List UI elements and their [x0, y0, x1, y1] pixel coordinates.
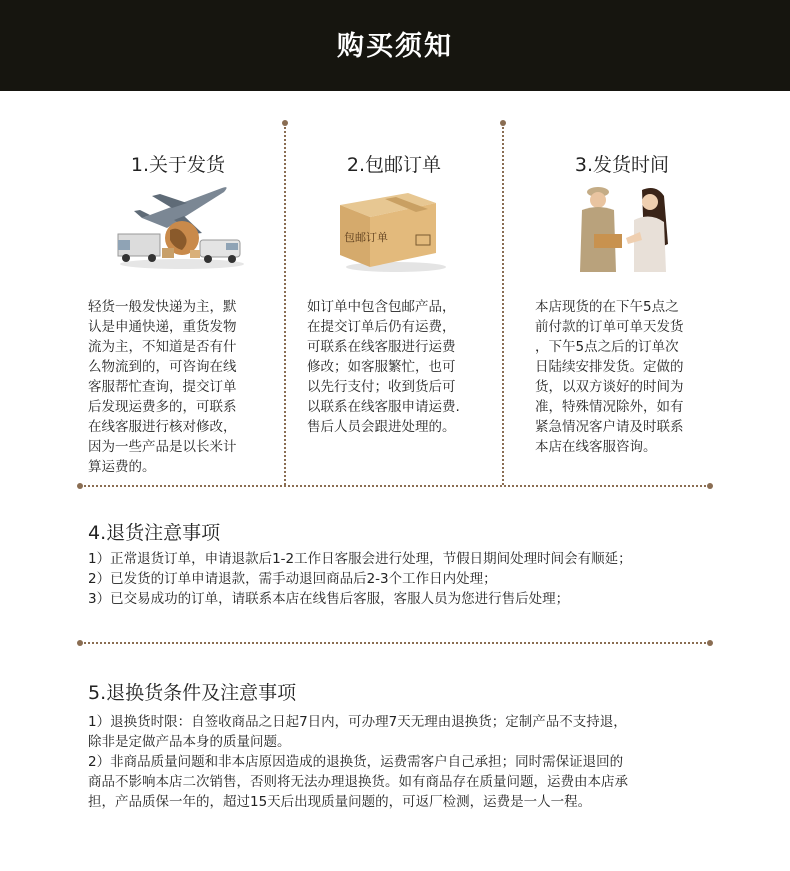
text-line: 售后人员会跟进处理的。 [307, 419, 456, 435]
column-body-shipping [88, 297, 278, 477]
text-line: 以先行支付；收到货后可 [307, 379, 456, 395]
text-line: 因为一些产品是以长米计 [88, 439, 237, 455]
text-line: 日陆续安排发货。定做的 [535, 359, 684, 375]
text-line: 货，以双方谈好的时间为 [535, 379, 684, 395]
text-line: 3）已交易成功的订单，请联系本店在线售后客服，客服人员为您进行售后处理； [88, 591, 570, 607]
text-line: 可联系在线客服进行运费 [307, 339, 456, 355]
text-line: 本店在线客服咨询。 [535, 439, 657, 455]
divider-dot [707, 483, 713, 489]
section-title-exchange: 5.退换货条件及注意事项 [88, 682, 297, 704]
header-bar [0, 0, 790, 91]
section-title-returns: 4.退货注意事项 [88, 522, 221, 544]
text-line: 如订单中包含包邮产品， [307, 299, 456, 315]
text-line: 算运费的。 [88, 459, 156, 475]
text-line: 以联系在线客服申请运费. [307, 399, 460, 415]
text-line: 1）正常退货订单，申请退款后1-2工作日客服会进行处理，节假日期间处理时间会有顺延； [88, 551, 632, 567]
text-line: 在提交订单后仍有运费， [307, 319, 456, 335]
text-line: 后发现运费多的，可联系 [88, 399, 237, 415]
text-line: 么物流到的，可咨询在线 [88, 359, 237, 375]
box-label: 包邮订单 [344, 231, 388, 244]
column-title-shipping-time: 3.发货时间 [574, 154, 670, 176]
text-line: 轻货一般发快递为主，默 [88, 299, 237, 315]
text-line: 2）非商品质量问题和非本店原因造成的退换货，运费需客户自己承担；同时需保证退回的 [88, 754, 624, 770]
text-line: ，下午5点之后的订单次 [535, 339, 679, 355]
text-line: 除非是定做产品本身的质量问题。 [88, 734, 291, 750]
column-divider-left [284, 123, 286, 485]
text-line: 前付款的订单可单天发货 [535, 319, 684, 335]
plane-truck-globe-icon [112, 178, 247, 270]
text-line: 认是申通快递，重货发物 [88, 319, 237, 335]
courier-delivery-icon [570, 180, 682, 272]
section-divider [80, 642, 710, 644]
text-line: 本店现货的在下午5点之 [535, 299, 679, 315]
text-line: 紧急情况客户请及时联系 [535, 419, 684, 435]
text-line: 修改；如客服繁忙，也可 [307, 359, 456, 375]
column-title-shipping: 1.关于发货 [130, 154, 226, 176]
column-title-free-shipping: 2.包邮订单 [346, 154, 442, 176]
page-title: 购买须知 [337, 31, 453, 62]
section-divider [80, 485, 710, 487]
text-line: 2）已发货的订单申请退款，需手动退回商品后2-3个工作日内处理； [88, 571, 497, 587]
column-body-shipping-time [535, 297, 720, 457]
text-line: 准，特殊情况除外，如有 [535, 399, 684, 415]
text-line: 流为主，不知道是否有什 [88, 339, 237, 355]
column-divider-right [502, 123, 504, 485]
column-body-free-shipping [307, 297, 497, 437]
text-line: 在线客服进行核对修改， [88, 419, 237, 435]
text-line: 担，产品质保一年的，超过15天后出现质量问题的，可返厂检测，运费是一人一程。 [88, 794, 592, 810]
divider-dot [707, 640, 713, 646]
text-line: 商品不影响本店二次销售，否则将无法办理退换货。如有商品存在质量问题，运费由本店承 [88, 774, 628, 790]
shipping-box-icon [330, 185, 450, 273]
text-line: 1）退换货时限：自签收商品之日起7日内，可办理7天无理由退换货；定制产品不支持退， [88, 714, 627, 730]
text-line: 客服帮忙查询，提交订单 [88, 379, 237, 395]
